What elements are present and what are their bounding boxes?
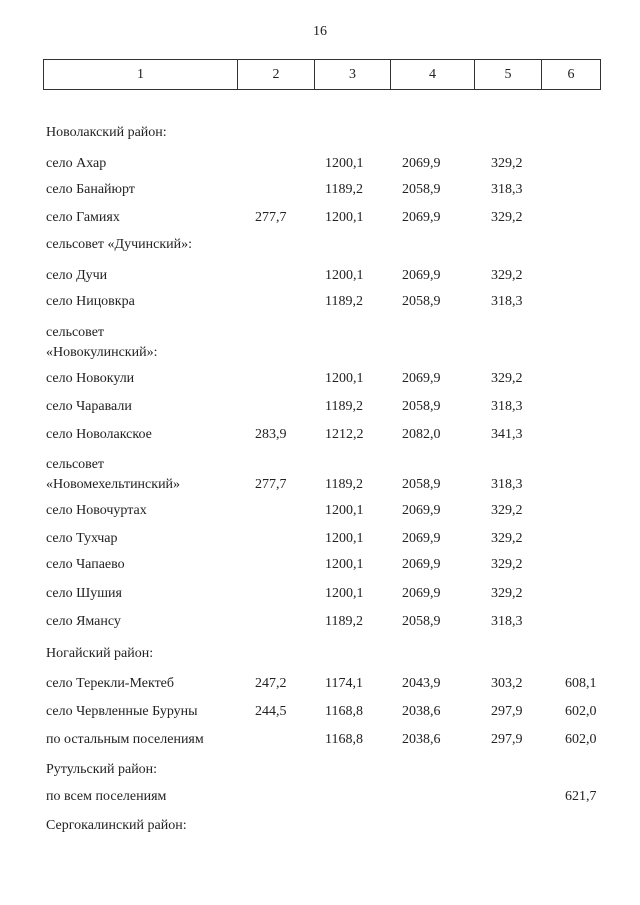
cell-col-3: 1200,1	[325, 586, 364, 601]
table-row	[43, 612, 600, 632]
cell-col-3: 1200,1	[325, 210, 364, 225]
table-row	[43, 555, 600, 575]
row-label-continued: «Новомехельтинский»	[46, 477, 181, 492]
cell-col-3: 1168,8	[325, 732, 363, 747]
cell-col-2: 244,5	[255, 704, 287, 719]
cell-col-3: 1189,2	[325, 294, 363, 309]
cell-col-6: 602,0	[565, 732, 597, 747]
cell-col-4: 2069,9	[402, 531, 441, 546]
cell-col-4: 2038,6	[402, 732, 441, 747]
row-label: село Червленные Буруны	[46, 704, 198, 719]
cell-col-4: 2058,9	[402, 477, 441, 492]
table-row	[43, 584, 600, 604]
cell-col-5: 318,3	[491, 614, 523, 629]
cell-col-4: 2058,9	[402, 399, 441, 414]
table-row	[43, 397, 600, 417]
row-label: село Новокули	[46, 371, 135, 386]
cell-col-3: 1189,2	[325, 614, 363, 629]
cell-col-3: 1200,1	[325, 268, 364, 283]
row-label: сельсовет	[46, 457, 105, 472]
table-row	[43, 674, 600, 694]
table-row	[43, 369, 600, 389]
table-row	[43, 266, 600, 286]
table-row	[43, 501, 600, 521]
row-label: сельсовет «Дучинский»:	[46, 237, 193, 252]
cell-col-6: 602,0	[565, 704, 597, 719]
row-label: село Терекли-Мектеб	[46, 676, 175, 691]
row-label: Сергокалинский район:	[46, 818, 187, 833]
column-header-5: 5	[475, 60, 542, 90]
column-header-1: 1	[44, 60, 238, 90]
row-label: сельсовет	[46, 325, 105, 340]
row-label: по остальным поселениям	[46, 732, 204, 747]
cell-col-4: 2069,9	[402, 586, 441, 601]
row-label: село Шушия	[46, 586, 122, 601]
cell-col-3: 1200,1	[325, 371, 364, 386]
table-row	[43, 323, 600, 360]
table-row	[43, 235, 600, 255]
cell-col-3: 1189,2	[325, 477, 363, 492]
table-row	[43, 760, 600, 780]
cell-col-3: 1200,1	[325, 557, 364, 572]
column-header-3: 3	[315, 60, 391, 90]
table-row	[43, 292, 600, 312]
cell-col-3: 1200,1	[325, 156, 364, 171]
row-label: село Тухчар	[46, 531, 118, 546]
cell-col-3: 1200,1	[325, 531, 364, 546]
cell-col-4: 2069,9	[402, 210, 441, 225]
cell-col-5: 329,2	[491, 531, 523, 546]
cell-col-4: 2069,9	[402, 156, 441, 171]
cell-col-2: 277,7	[255, 210, 287, 225]
cell-col-5: 341,3	[491, 427, 523, 442]
table-row	[43, 644, 600, 664]
cell-col-2: 277,7	[255, 477, 287, 492]
cell-col-4: 2069,9	[402, 371, 441, 386]
cell-col-5: 329,2	[491, 210, 523, 225]
table-row	[43, 730, 600, 750]
cell-col-6: 608,1	[565, 676, 597, 691]
column-header-4: 4	[391, 60, 475, 90]
cell-col-3: 1174,1	[325, 676, 363, 691]
table-row	[43, 816, 600, 836]
cell-col-3: 1168,8	[325, 704, 363, 719]
cell-col-5: 297,9	[491, 704, 523, 719]
cell-col-2: 247,2	[255, 676, 287, 691]
cell-col-5: 297,9	[491, 732, 523, 747]
row-label: село Ницовкра	[46, 294, 135, 309]
cell-col-4: 2069,9	[402, 503, 441, 518]
table-header	[43, 59, 601, 90]
cell-col-4: 2069,9	[402, 557, 441, 572]
cell-col-3: 1212,2	[325, 427, 364, 442]
page-number: 16	[313, 24, 327, 39]
column-header-2: 2	[238, 60, 315, 90]
row-label: село Ахар	[46, 156, 107, 171]
row-label: село Чаравали	[46, 399, 132, 414]
cell-col-5: 329,2	[491, 586, 523, 601]
cell-col-4: 2082,0	[402, 427, 441, 442]
table-row	[43, 787, 600, 807]
cell-col-6: 621,7	[565, 789, 597, 804]
tariff-table	[43, 59, 600, 833]
cell-col-5: 329,2	[491, 268, 523, 283]
table-row	[43, 180, 600, 200]
table-row	[43, 208, 600, 228]
row-label: по всем поселениям	[46, 789, 167, 804]
cell-col-5: 318,3	[491, 477, 523, 492]
cell-col-5: 318,3	[491, 182, 523, 197]
cell-col-3: 1189,2	[325, 399, 363, 414]
cell-col-5: 318,3	[491, 399, 523, 414]
cell-col-2: 283,9	[255, 427, 287, 442]
cell-col-4: 2058,9	[402, 182, 441, 197]
table-row	[43, 529, 600, 549]
cell-col-5: 303,2	[491, 676, 523, 691]
table-row	[43, 702, 600, 722]
cell-col-4: 2058,9	[402, 614, 441, 629]
table-row	[43, 455, 600, 492]
cell-col-5: 318,3	[491, 294, 523, 309]
row-label: село Новолакское	[46, 427, 152, 442]
row-label: село Дучи	[46, 268, 108, 283]
row-label-continued: «Новокулинский»:	[46, 345, 158, 360]
row-label: село Чапаево	[46, 557, 125, 572]
cell-col-3: 1200,1	[325, 503, 364, 518]
row-label: село Гамиях	[46, 210, 120, 225]
row-label: Ногайский район:	[46, 646, 154, 661]
cell-col-5: 329,2	[491, 371, 523, 386]
cell-col-4: 2043,9	[402, 676, 441, 691]
cell-col-4: 2069,9	[402, 268, 441, 283]
cell-col-5: 329,2	[491, 557, 523, 572]
cell-col-4: 2038,6	[402, 704, 441, 719]
cell-col-3: 1189,2	[325, 182, 363, 197]
row-label: село Банайюрт	[46, 182, 135, 197]
row-label: село Новочуртах	[46, 503, 147, 518]
table-row	[43, 123, 600, 143]
row-label: Новолакский район:	[46, 125, 167, 140]
cell-col-5: 329,2	[491, 156, 523, 171]
table-row	[43, 425, 600, 445]
cell-col-5: 329,2	[491, 503, 523, 518]
table-row	[43, 154, 600, 174]
column-header-6: 6	[542, 60, 601, 90]
cell-col-4: 2058,9	[402, 294, 441, 309]
row-label: Рутульский район:	[46, 762, 158, 777]
row-label: село Ямансу	[46, 614, 121, 629]
